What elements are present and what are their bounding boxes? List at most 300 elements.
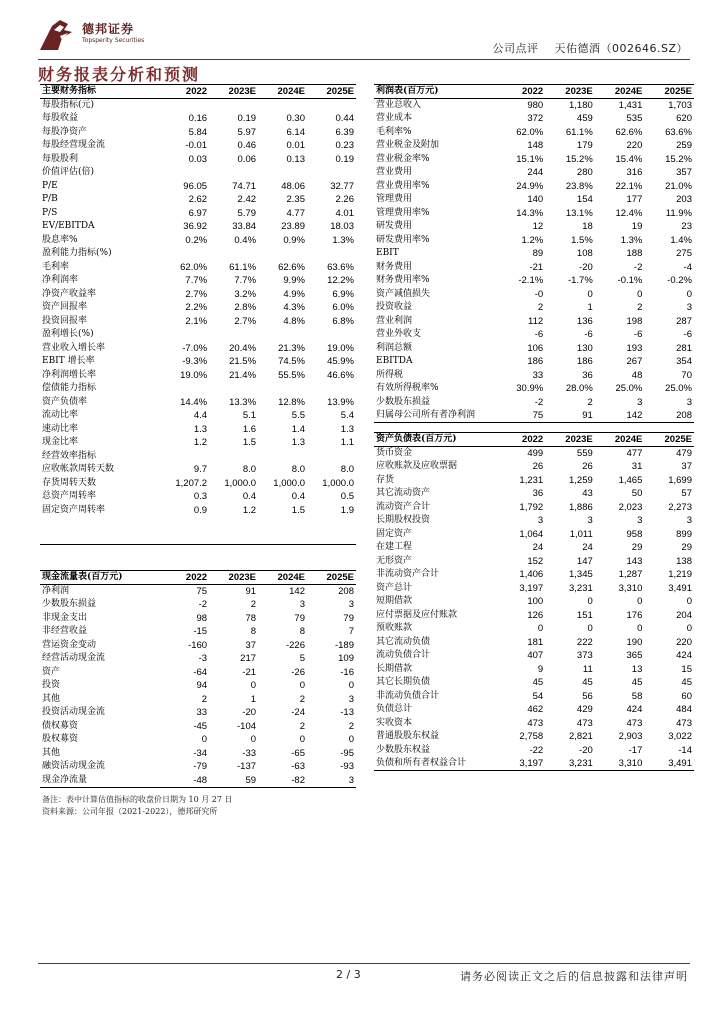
row-label: 债权募资 — [42, 720, 79, 731]
value-cell: 45 — [631, 677, 643, 689]
table-row — [40, 139, 356, 153]
value-cell: 75 — [496, 409, 546, 423]
value-cell: 188 — [626, 248, 643, 260]
table-row — [40, 679, 356, 693]
value-cell: 45 — [681, 677, 692, 689]
value-cell — [258, 531, 307, 545]
value-cell — [209, 517, 258, 531]
year-header-cell: 2023E — [209, 571, 258, 585]
value-cell: 0 — [637, 623, 643, 635]
value-cell: 473 — [576, 717, 593, 729]
value-cell: 0.3 — [193, 491, 208, 503]
table-row — [374, 328, 694, 342]
table-row — [40, 369, 356, 383]
row-label: 现金比率 — [42, 437, 79, 448]
value-cell: 287 — [676, 315, 692, 327]
year-header-cell: 2025E — [307, 571, 356, 585]
row-label: 管理费用 — [376, 194, 413, 205]
row-label: 营业利润 — [376, 315, 413, 326]
value-cell: 3 — [686, 515, 692, 527]
value-cell: 79 — [343, 612, 354, 624]
value-cell: 11.9% — [665, 207, 692, 219]
value-cell: 112 — [528, 315, 544, 327]
value-cell: 2 — [250, 599, 257, 611]
value-cell: 3.2% — [234, 288, 257, 300]
row-label: 经营效率指标 — [42, 450, 97, 461]
value-cell: 15.4% — [615, 153, 643, 165]
value-cell: 15.1% — [516, 153, 544, 165]
year-header-cell: 2024E — [595, 85, 645, 99]
value-cell: -95 — [340, 747, 354, 759]
value-cell: 3 — [307, 774, 356, 788]
value-cell: 281 — [676, 342, 692, 354]
value-cell — [258, 517, 307, 531]
value-cell: 74.71 — [232, 180, 257, 192]
value-cell: 1,345 — [569, 569, 593, 581]
value-cell — [307, 99, 356, 113]
value-cell: -160 — [188, 639, 208, 651]
value-cell: 25.0% — [665, 383, 692, 395]
row-label: 现金净流量 — [40, 774, 160, 788]
value-cell: 473 — [626, 717, 643, 729]
row-label: 每股指标(元) — [42, 100, 95, 110]
value-cell: 0.44 — [335, 113, 354, 125]
value-cell: 22.1% — [615, 180, 643, 192]
value-cell: -34 — [193, 747, 208, 759]
value-cell: 6.14 — [286, 126, 305, 138]
value-cell: 48 — [631, 369, 643, 381]
value-cell: 62.0% — [516, 126, 544, 138]
brand-name: 德邦证券 — [82, 22, 135, 36]
year-header-cell: 2024E — [258, 571, 307, 585]
table-row — [40, 261, 356, 275]
balance-sheet-table — [374, 432, 694, 771]
value-cell: 3,197 — [519, 582, 544, 594]
value-cell: 1,000.0 — [273, 477, 305, 489]
value-cell: 958 — [626, 528, 643, 540]
table-row — [374, 609, 694, 623]
value-cell: -0 — [534, 288, 544, 300]
value-cell: -0.01 — [185, 140, 208, 152]
table-row — [374, 369, 694, 383]
table-row — [40, 315, 356, 329]
table-row — [40, 234, 356, 248]
value-cell: 1,180 — [569, 100, 593, 111]
value-cell: -20 — [579, 744, 593, 756]
row-label: 盈利增长(%) — [42, 329, 94, 340]
value-cell: 98 — [196, 612, 208, 624]
table-row — [40, 760, 356, 774]
value-cell: -26 — [291, 666, 305, 678]
value-cell: 5.1 — [242, 410, 257, 422]
row-label: 在建工程 — [376, 542, 413, 553]
table-row — [40, 274, 356, 288]
value-cell: 2.35 — [286, 194, 305, 206]
value-cell: 0 — [537, 623, 544, 635]
row-label: 普通股股东权益 — [376, 731, 440, 742]
value-cell: 138 — [676, 555, 692, 567]
value-cell: 0.4% — [234, 234, 257, 246]
company-name: 天佑德酒（002646.SZ） — [554, 42, 688, 55]
value-cell: 1.1 — [340, 437, 354, 449]
value-cell: 0 — [587, 596, 593, 608]
row-label: 少数股东损益 — [42, 599, 97, 610]
value-cell: 208 — [644, 409, 694, 423]
value-cell — [307, 247, 356, 261]
table-title-cell: 利润表(百万元) — [374, 85, 496, 99]
row-label: 营业税金率% — [376, 153, 430, 164]
value-cell: 429 — [576, 704, 593, 716]
value-cell: 4.4 — [193, 410, 208, 422]
table-row — [374, 744, 694, 758]
value-cell: -33 — [242, 747, 257, 759]
table-row — [40, 153, 356, 167]
value-cell: 140 — [527, 194, 544, 206]
row-label: 营业费用率% — [376, 180, 430, 191]
value-cell: 473 — [527, 717, 544, 729]
value-cell: 106 — [527, 342, 544, 354]
report-type: 公司点评 — [492, 42, 539, 55]
value-cell: 4.3% — [283, 302, 305, 314]
year-header-cell: 2023E — [209, 85, 258, 99]
value-cell: 32.77 — [330, 180, 354, 192]
value-cell: 267 — [626, 356, 643, 368]
value-cell: 179 — [576, 140, 593, 152]
value-cell: 56 — [582, 690, 593, 702]
row-label: 流动负债合计 — [376, 650, 431, 661]
value-cell: 142 — [595, 409, 645, 423]
year-header-cell: 2024E — [258, 85, 307, 99]
year-header-cell: 2022 — [160, 85, 209, 99]
value-cell — [160, 99, 209, 113]
legal-disclaimer: 请务必阅读正文之后的信息披露和法律声明 — [460, 970, 688, 983]
company-logo-icon — [38, 16, 78, 52]
value-cell: 1,000.0 — [322, 477, 354, 489]
value-cell: 94 — [196, 680, 208, 692]
value-cell: 29 — [631, 542, 643, 554]
value-cell: 8.0 — [291, 464, 305, 476]
value-cell: 2 — [537, 302, 544, 314]
value-cell: -82 — [258, 774, 307, 788]
value-cell: 55.5% — [278, 369, 305, 381]
value-cell: 63.6% — [665, 126, 692, 138]
value-cell: -45 — [193, 720, 208, 732]
row-label: 其它长期负债 — [376, 677, 431, 688]
table-row — [40, 639, 356, 653]
value-cell: 2 — [587, 396, 593, 408]
value-cell: 193 — [626, 342, 643, 354]
value-cell: 4.8% — [283, 315, 305, 327]
value-cell — [307, 382, 356, 396]
row-label: 净资产收益率 — [42, 288, 97, 299]
value-cell: -13 — [340, 707, 354, 719]
value-cell: 8 — [250, 626, 257, 638]
value-cell: -3 — [198, 653, 208, 665]
value-cell: 0 — [686, 596, 692, 608]
row-label: 营业收入增长率 — [42, 342, 106, 353]
value-cell: 28.0% — [565, 383, 593, 395]
value-cell: 1,259 — [569, 474, 593, 486]
brand-english-name: Topsperity Securities — [82, 37, 145, 44]
value-cell: 1.6 — [242, 423, 257, 435]
value-cell: 37 — [681, 461, 692, 473]
row-label: 净利润增长率 — [42, 369, 97, 380]
row-label: 净利润 — [42, 586, 70, 596]
value-cell: 186 — [527, 356, 544, 368]
table-row — [40, 652, 356, 666]
table-header-row — [374, 433, 694, 447]
row-label: 股息率% — [42, 234, 78, 245]
value-cell: 31 — [631, 461, 643, 473]
table-row — [40, 436, 356, 450]
table-row — [40, 166, 356, 180]
value-cell: 0 — [299, 680, 305, 692]
value-cell: 9.7 — [193, 464, 208, 476]
value-cell: 3,197 — [496, 757, 546, 771]
value-cell — [258, 247, 307, 261]
value-cell: 33 — [196, 707, 208, 719]
value-cell — [209, 450, 258, 464]
table-row — [40, 220, 356, 234]
value-cell: 19.0% — [327, 342, 354, 354]
value-cell: 61.1% — [229, 261, 257, 273]
value-cell: 2 — [299, 720, 305, 732]
row-label: EV/EBITDA — [42, 221, 95, 232]
value-cell: 29 — [681, 542, 692, 554]
row-label: 速动比率 — [42, 423, 79, 434]
value-cell: 0.19 — [335, 153, 354, 165]
row-label: 价值评估(倍) — [42, 167, 95, 178]
table-row — [40, 706, 356, 720]
value-cell: 109 — [338, 653, 354, 665]
value-cell: 1,231 — [519, 474, 544, 486]
value-cell: 1.3 — [193, 423, 208, 435]
value-cell: 136 — [576, 315, 593, 327]
value-cell: 79 — [294, 612, 305, 624]
value-cell: 2 — [299, 693, 305, 705]
table-row — [40, 612, 356, 626]
value-cell: 25.0% — [615, 383, 643, 395]
row-label: 营业外收支 — [376, 329, 422, 340]
cash-flow-table — [40, 570, 356, 788]
value-cell: 365 — [626, 650, 643, 662]
value-cell: 3 — [686, 302, 692, 314]
value-cell: 2 — [348, 720, 354, 732]
row-label: 投资回报率 — [42, 315, 88, 326]
value-cell: 0.19 — [237, 113, 257, 125]
value-cell: 204 — [676, 609, 692, 621]
value-cell — [307, 166, 356, 180]
value-cell: 126 — [527, 609, 544, 621]
value-cell: 244 — [527, 167, 544, 179]
value-cell — [209, 247, 258, 261]
value-cell: 6.8% — [332, 315, 354, 327]
value-cell: 8 — [299, 626, 305, 638]
value-cell: 203 — [676, 194, 692, 206]
value-cell: 1,207.2 — [175, 477, 208, 489]
value-cell — [258, 166, 307, 180]
table-row — [374, 288, 694, 302]
value-cell: 21.3% — [278, 342, 305, 354]
value-cell: 3 — [637, 396, 643, 408]
value-cell: 3 — [348, 693, 354, 705]
value-cell: 354 — [676, 356, 692, 368]
value-cell: 0 — [587, 623, 593, 635]
value-cell: 2 — [637, 302, 643, 314]
value-cell: 0.4 — [242, 491, 257, 503]
row-label: 偿债能力指标 — [42, 383, 97, 394]
value-cell: 0.9% — [283, 234, 305, 246]
value-cell: 0.2% — [185, 234, 208, 246]
value-cell: 0 — [348, 680, 354, 692]
year-header-cell: 2023E — [545, 433, 595, 447]
value-cell: 5.97 — [237, 126, 257, 138]
value-cell: 0.13 — [286, 153, 305, 165]
row-label: 盈利能力指标(%) — [42, 248, 112, 259]
table-row — [40, 490, 356, 504]
value-cell: 15.2% — [665, 153, 692, 165]
value-cell: -48 — [160, 774, 209, 788]
value-cell: -64 — [193, 666, 208, 678]
row-label: 固定资产周转率 — [42, 504, 106, 515]
table-row — [40, 477, 356, 491]
value-cell — [160, 328, 209, 342]
row-label: 固定资产 — [376, 528, 413, 539]
value-cell — [160, 247, 209, 261]
value-cell: 23.8% — [565, 180, 593, 192]
value-cell: 0 — [587, 288, 593, 300]
value-cell: 18.03 — [330, 221, 354, 233]
table-row — [374, 180, 694, 194]
value-cell: 36 — [532, 488, 544, 500]
value-cell: 0 — [637, 288, 643, 300]
table-row — [374, 274, 694, 288]
value-cell: -17 — [628, 744, 643, 756]
value-cell: 45 — [582, 677, 593, 689]
table-row — [374, 315, 694, 329]
row-label: EBIT 增长率 — [42, 356, 95, 367]
value-cell — [209, 531, 258, 545]
table-row — [374, 757, 694, 771]
value-cell: 208 — [338, 586, 354, 597]
value-cell: 477 — [626, 448, 643, 459]
year-header-cell: 2023E — [545, 85, 595, 99]
value-cell — [307, 531, 356, 545]
value-cell: 424 — [676, 650, 692, 662]
value-cell: 1,703 — [668, 100, 692, 111]
table-row — [40, 747, 356, 761]
value-cell: -9.3% — [182, 356, 208, 368]
value-cell: -6 — [584, 329, 593, 341]
page-number: 2 / 3 — [336, 968, 361, 981]
value-cell: 151 — [576, 609, 593, 621]
value-cell: 473 — [676, 717, 692, 729]
table-row — [374, 261, 694, 275]
row-label: EBITDA — [376, 356, 413, 367]
table-row — [374, 474, 694, 488]
value-cell: 357 — [676, 167, 692, 179]
value-cell: 1.9 — [340, 504, 354, 516]
value-cell: 1.4 — [291, 423, 305, 435]
value-cell: 459 — [576, 113, 593, 125]
row-label: 资产减值损失 — [376, 288, 431, 299]
footer-divider — [38, 963, 690, 964]
value-cell: 30.9% — [516, 383, 544, 395]
value-cell: 1.3% — [332, 234, 354, 246]
table-row — [40, 531, 356, 545]
value-cell: 1.2% — [521, 234, 544, 246]
value-cell: 1,000.0 — [224, 477, 257, 489]
value-cell: 14.4% — [180, 396, 208, 408]
value-cell: 0 — [348, 734, 354, 746]
row-label: 每股股利 — [42, 153, 79, 164]
table-row — [374, 447, 694, 461]
value-cell: 5.84 — [188, 126, 208, 138]
value-cell: 899 — [676, 528, 692, 540]
table-row — [374, 541, 694, 555]
value-cell: 9.9% — [283, 275, 305, 287]
value-cell: 1.2 — [242, 504, 257, 516]
value-cell: -137 — [237, 761, 257, 773]
value-cell: -6 — [683, 329, 692, 341]
row-label: 其它流动资产 — [376, 488, 431, 499]
value-cell: 0 — [686, 288, 692, 300]
row-label: 财务费用 — [376, 261, 413, 272]
value-cell: 2.26 — [335, 194, 354, 206]
value-cell: 48.06 — [281, 180, 305, 192]
value-cell: 147 — [576, 555, 593, 567]
value-cell: 484 — [676, 704, 692, 716]
row-label: 每股经营现金流 — [42, 140, 106, 151]
table-title-cell: 现金流量表(百万元) — [40, 571, 160, 585]
value-cell: 1.3% — [620, 234, 643, 246]
row-label: 应付票据及应付账款 — [376, 609, 458, 620]
row-label: 存货周转天数 — [42, 477, 97, 488]
data-source-note: 资料来源：公司年报（2021-2022），德邦研究所 — [42, 807, 218, 816]
table-row — [374, 582, 694, 596]
row-label: EBIT — [376, 248, 399, 259]
value-cell: 980 — [527, 100, 544, 111]
table-row — [374, 207, 694, 221]
value-cell: 18 — [582, 221, 593, 233]
value-cell: 63.6% — [327, 261, 354, 273]
table-row — [374, 193, 694, 207]
value-cell: 4.9% — [283, 288, 305, 300]
value-cell: -2 — [633, 261, 643, 273]
value-cell: 3 — [587, 515, 593, 527]
value-cell: -0.1% — [617, 275, 643, 287]
value-cell: 2,758 — [519, 731, 544, 743]
table-row — [40, 180, 356, 194]
table-row — [40, 99, 356, 113]
value-cell: 100 — [527, 596, 544, 608]
table-row — [374, 396, 694, 410]
value-cell: 4.77 — [286, 207, 305, 219]
row-label — [40, 531, 160, 545]
value-cell: 154 — [576, 194, 593, 206]
value-cell: 152 — [527, 555, 544, 567]
row-label: 非现金支出 — [42, 612, 88, 623]
value-cell: 62.6% — [278, 261, 305, 273]
value-cell — [307, 328, 356, 342]
table-row — [40, 598, 356, 612]
value-cell: 0.5 — [340, 491, 354, 503]
value-cell: 0.9 — [193, 504, 208, 516]
value-cell: -2 — [534, 396, 544, 408]
value-cell: 3 — [686, 396, 692, 408]
table-row — [40, 585, 356, 599]
value-cell: -14 — [678, 744, 692, 756]
